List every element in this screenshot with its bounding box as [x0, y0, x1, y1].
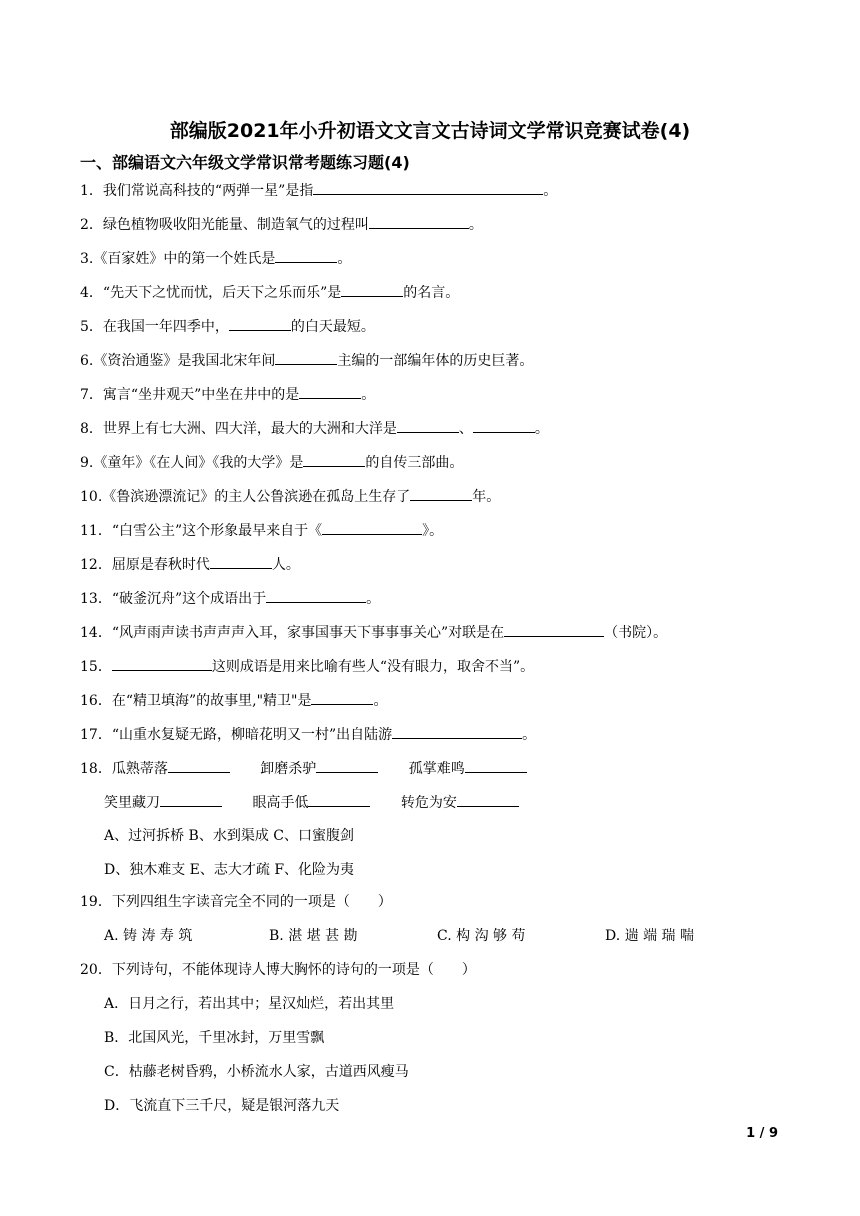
option-a: A. 铸 涛 寿 筑 [104, 928, 193, 944]
question-1: 1．我们常说高科技的“两弹一星”是指 。 [80, 180, 557, 201]
question-18-row-2: 笑里藏刀 眼高手低 转危为安 [104, 792, 519, 813]
question-9: 9.《童年》《在人间》《我的大学》是 的自传三部曲。 [80, 452, 463, 473]
section-heading: 一、部编语文六年级文学常识常考题练习题(4) [80, 153, 410, 172]
question-15: 15． 这则成语是用来比喻有些人“没有眼力，取舍不当”。 [80, 656, 534, 677]
question-5: 5．在我国一年四季中， 的白天最短。 [80, 316, 375, 337]
option-c: C. 构 沟 够 苟 [437, 928, 526, 944]
question-16: 16．在“精卫填海”的故事里,"精卫"是 。 [80, 690, 387, 711]
question-20-stem: 20．下列诗句，不能体现诗人博大胸怀的诗句的一项是（ ） [80, 962, 476, 978]
question-7: 7．寓言“坐井观天”中坐在井中的是 。 [80, 384, 375, 405]
question-3: 3.《百家姓》中的第一个姓氏是 。 [80, 248, 351, 269]
question-12: 12．屈原是春秋时代 人。 [80, 554, 300, 575]
question-18-row-1: 18．瓜熟蒂落 卸磨杀驴 孤掌难鸣 [80, 758, 527, 779]
option-d: D. 遄 端 瑞 喘 [605, 928, 694, 944]
question-19-options [104, 926, 694, 946]
question-10: 10.《鲁滨逊漂流记》的主人公鲁滨逊在孤岛上生存了 年。 [80, 486, 500, 507]
page-title: 部编版2021年小升初语文文言文古诗词文学常识竞赛试卷(4) [169, 120, 691, 142]
question-14: 14．“风声雨声读书声声声入耳，家事国事天下事事事关心”对联是在 （书院）。 [80, 622, 667, 643]
option-b: B. 湛 堪 甚 勘 [269, 928, 358, 944]
question-18-options-1: A、过河拆桥 B、水到渠成 C、口蜜腹剑 [104, 828, 355, 844]
question-4: 4．“先天下之忧而忧，后天下之乐而乐”是 的名言。 [80, 282, 459, 303]
question-19-stem: 19．下列四组生字读音完全不同的一项是（ ） [80, 894, 392, 910]
question-13: 13．“破釜沉舟”这个成语出于 。 [80, 588, 380, 609]
question-20-option-a: A．日月之行，若出其中；星汉灿烂，若出其里 [104, 996, 395, 1012]
question-6: 6.《资治通鉴》是我国北宋年间 主编的一部编年体的历史巨著。 [80, 350, 533, 371]
question-20-option-c: C．枯藤老树昏鸦，小桥流水人家，古道西风瘦马 [104, 1064, 409, 1080]
question-20-option-d: D．飞流直下三千尺，疑是银河落九天 [104, 1098, 340, 1114]
question-8: 8．世界上有七大洲、四大洋，最大的大洲和大洋是 、 。 [80, 418, 549, 439]
question-20-option-b: B．北国风光，千里冰封，万里雪飘 [104, 1030, 325, 1046]
question-18-options-2: D、独木难支 E、志大才疏 F、化险为夷 [104, 862, 355, 878]
question-11: 11．“白雪公主”这个形象最早来自于《 》。 [80, 520, 443, 541]
page-number: 1 / 9 [746, 1126, 778, 1141]
question-17: 17．“山重水复疑无路，柳暗花明又一村”出自陆游 。 [80, 724, 536, 745]
question-2: 2．绿色植物吸收阳光能量、制造氧气的过程叫 。 [80, 214, 483, 235]
